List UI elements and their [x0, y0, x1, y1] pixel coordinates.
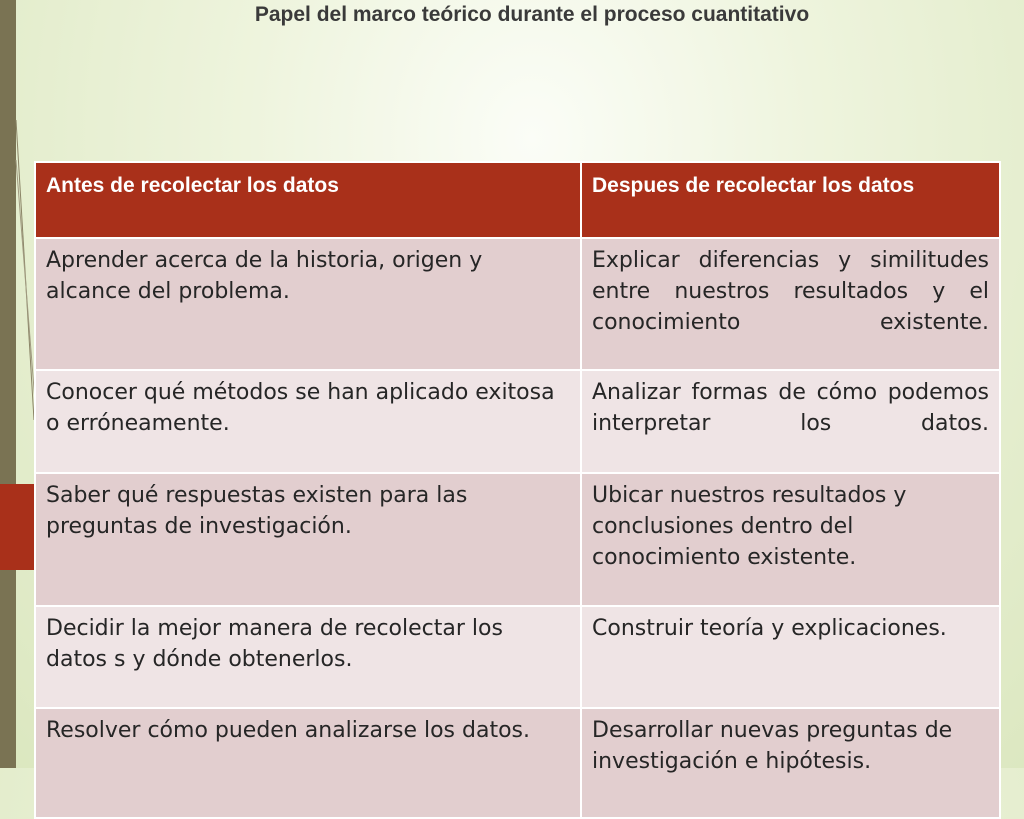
table-row: [35, 238, 1000, 370]
cell-after: Explicar diferencias y similitudes entre nuestros resultados y el conocimiento existente.: [581, 238, 1000, 370]
left-accent-block: [0, 484, 34, 570]
cell-before: Resolver cómo pueden analizarse los datos.: [35, 708, 581, 818]
cell-before: Decidir la mejor manera de recolectar los datos s y dónde obtenerlos.: [35, 606, 581, 708]
cell-after: Construir teoría y explicaciones.: [581, 606, 1000, 708]
cell-after: Desarrollar nuevas preguntas de investigación e hipótesis.: [581, 708, 1000, 818]
comparison-table: [34, 161, 999, 781]
table-row: [35, 606, 1000, 708]
slide-title: Papel del marco teórico durante el proceso cuantitativo: [254, 3, 810, 26]
table-header-row: [35, 162, 1000, 238]
table-row: [35, 370, 1000, 473]
table-row: [35, 708, 1000, 818]
cell-after: Analizar formas de cómo podemos interpretar los datos.: [581, 370, 1000, 473]
cell-before: Saber qué respuestas existen para las preguntas de investigación.: [35, 473, 581, 606]
cell-before: Aprender acerca de la historia, origen y alcance del problema.: [35, 238, 581, 370]
header-after: Despues de recolectar los datos: [581, 162, 1000, 238]
table-row: [35, 473, 1000, 606]
cell-after: Ubicar nuestros resultados y conclusiones dentro del conocimiento existente.: [581, 473, 1000, 606]
header-before: Antes de recolectar los datos: [35, 162, 581, 238]
cell-before: Conocer qué métodos se han aplicado exitosa o erróneamente.: [35, 370, 581, 473]
